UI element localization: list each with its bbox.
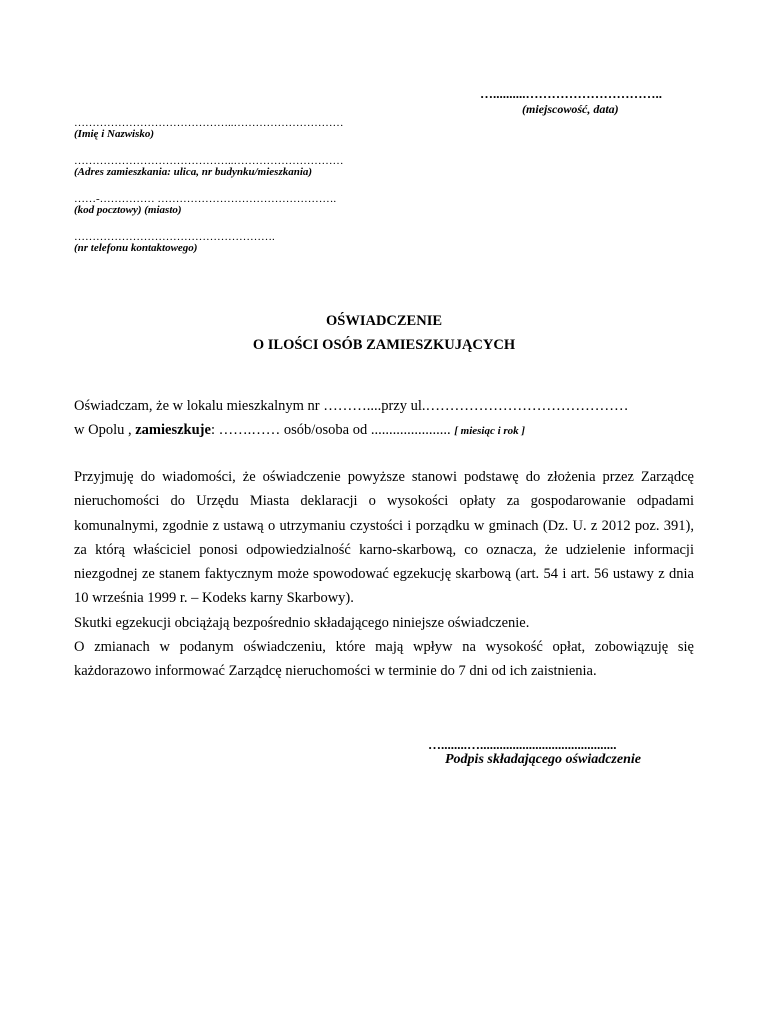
address-caption: (Adres zamieszkania: ulica, nr budynku/mieszkania) (74, 166, 313, 178)
declaration-line-2 (74, 418, 694, 443)
document-title: OŚWIADCZENIE (325, 313, 443, 329)
declaration-prefix: w Opolu , (74, 422, 136, 439)
place-date-caption: (miejscowość, data) (522, 102, 619, 116)
name-caption: (Imię i Nazwisko) (74, 128, 155, 140)
document-subtitle: O ILOŚCI OSÓB ZAMIESZKUJĄCYCH (252, 337, 516, 353)
signature-line: …........….......................................... (428, 737, 617, 752)
paragraph-changes: O zmianach w podanym oświadczeniu, które mają wpływ na wysokość opłat, zobowiązuję się każdorazowo informować Zarządcę nieruchomości w terminie do 7 dni od ich zaistnienia. (74, 639, 694, 680)
place-date-line: …..........………………………….. (480, 86, 662, 101)
declaration-bold-word: zamieszkuje (135, 422, 211, 439)
declaration-line-1: Oświadczam, że w lokalu mieszkalnym nr ………....przy ul.…………………………………… (74, 398, 629, 414)
postal-city-caption: (kod pocztowy) (miasto) (74, 204, 182, 216)
paragraph-acknowledgement: Przyjmuję do wiadomości, że oświadczenie powyższe stanowi podstawę do złożenia przez Zarządcę nieruchomości do Urzędu Miasta deklaracji o wysokości opłaty za gospodarowanie odpadami komunalnymi, zgodnie z ustawą o utrzymaniu czystości i porządku w gminach (Dz. U. z 2012 poz. 391), za którą właściciel ponosi odpowiedzialność karno-skarbową, co oznacza, że udzielenie informacji niezgodnej ze stanem faktycznym może spowodować egzekucję skarbową (art. 54 i art. 56 ustawy z dnia 10 września 1999 r. – Kodeks karny Skarbowy). (74, 469, 694, 607)
signature-caption: Podpis składającego oświadczenie (445, 752, 641, 767)
declaration-block (74, 394, 694, 444)
paragraph-enforcement: Skutki egzekucji obciążają bezpośrednio składającego niniejsze oświadczenie. (74, 614, 530, 631)
name-line: ……………………………………..………………………… (74, 117, 344, 129)
declaration-mid: : …….…… osób/osoba od ...................... (210, 422, 455, 439)
body-paragraphs (74, 465, 694, 684)
postal-city-line: ……-…………… …………………………………………. (74, 193, 337, 205)
phone-line: ………………………………………………. (74, 231, 275, 243)
phone-caption: (nr telefonu kontaktowego) (74, 242, 198, 254)
month-year-note: [ miesiąc i rok ] (454, 425, 526, 438)
address-line: ……………………………………..………………………… (74, 155, 344, 167)
